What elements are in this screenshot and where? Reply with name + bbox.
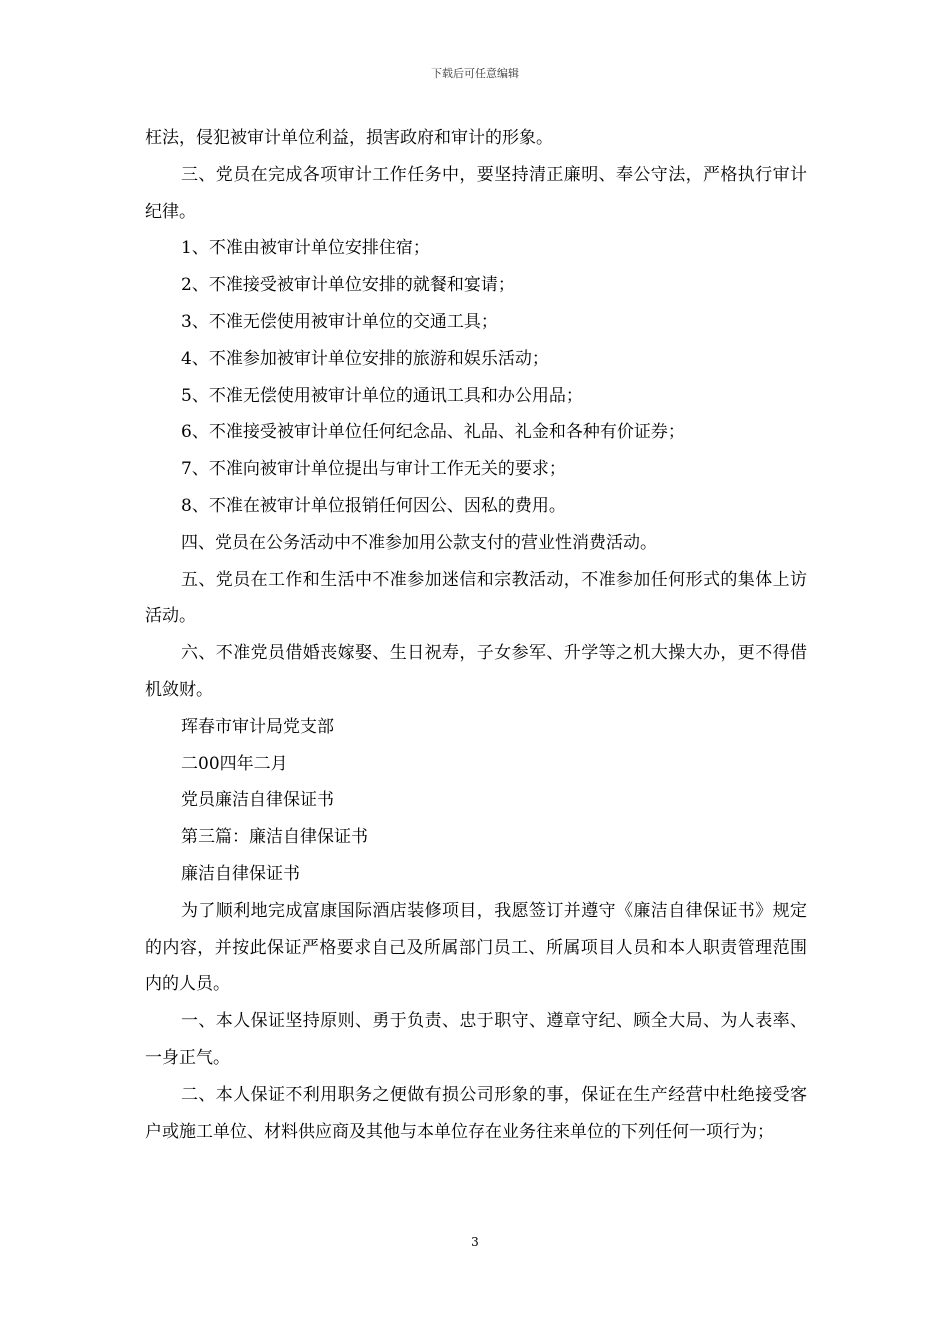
paragraph: 一、本人保证坚持原则、勇于负责、忠于职守、遵章守纪、顾全大局、为人表率、一身正气。: [145, 1011, 807, 1068]
paragraph: 四、党员在公务活动中不准参加用公款支付的营业性消费活动。: [181, 532, 657, 553]
list-item: 7、不准向被审计单位提出与审计工作无关的要求；: [181, 459, 566, 480]
list-item: 2、不准接受被审计单位安排的就餐和宴请；: [181, 275, 515, 296]
page-header: 下载后可任意编辑: [431, 67, 519, 80]
section-title: 党员廉洁自律保证书: [181, 790, 334, 811]
paragraph: 六、不准党员借婚丧嫁娶、生日祝寿，子女参军、升学等之机大操大办，更不得借机敛财。: [145, 643, 807, 700]
list-item: 3、不准无偿使用被审计单位的交通工具；: [181, 311, 498, 332]
paragraph: 三、党员在完成各项审计工作任务中，要坚持清正廉明、奉公守法，严格执行审计纪律。: [145, 164, 807, 222]
list-item: 1、不准由被审计单位安排住宿；: [181, 238, 430, 259]
list-item: 6、不准接受被审计单位任何纪念品、礼品、礼金和各种有价证券；: [181, 422, 685, 443]
paragraph: 二、本人保证不利用职务之便做有损公司形象的事，保证在生产经营中杜绝接受客户或施工单位、材料供应商及其他与本单位存在业务往来单位的下列任何一项行为；: [145, 1084, 807, 1142]
list-item: 8、不准在被审计单位报销任何因公、因私的费用。: [181, 495, 566, 516]
list-item: 4、不准参加被审计单位安排的旅游和娱乐活动；: [181, 348, 549, 369]
paragraph: 五、党员在工作和生活中不准参加迷信和宗教活动，不准参加任何形式的集体上访活动。: [145, 569, 807, 627]
signature-organization: 珲春市审计局党支部: [181, 716, 334, 737]
signature-date: 二00四年二月: [181, 753, 288, 774]
list-item: 5、不准无偿使用被审计单位的通讯工具和办公用品；: [181, 385, 583, 406]
section-heading: 第三篇：廉洁自律保证书: [181, 827, 368, 848]
paragraph: 枉法，侵犯被审计单位利益，损害政府和审计的形象。: [145, 128, 553, 148]
document-title: 廉洁自律保证书: [181, 863, 300, 884]
document-body: [145, 120, 807, 1150]
page-number: 3: [471, 1235, 479, 1249]
paragraph: 为了顺利地完成富康国际酒店装修项目，我愿签订并遵守《廉洁自律保证书》规定的内容，并按此保证严格要求自己及所属部门员工、所属项目人员和本人职责管理范围内的人员。: [145, 900, 807, 995]
